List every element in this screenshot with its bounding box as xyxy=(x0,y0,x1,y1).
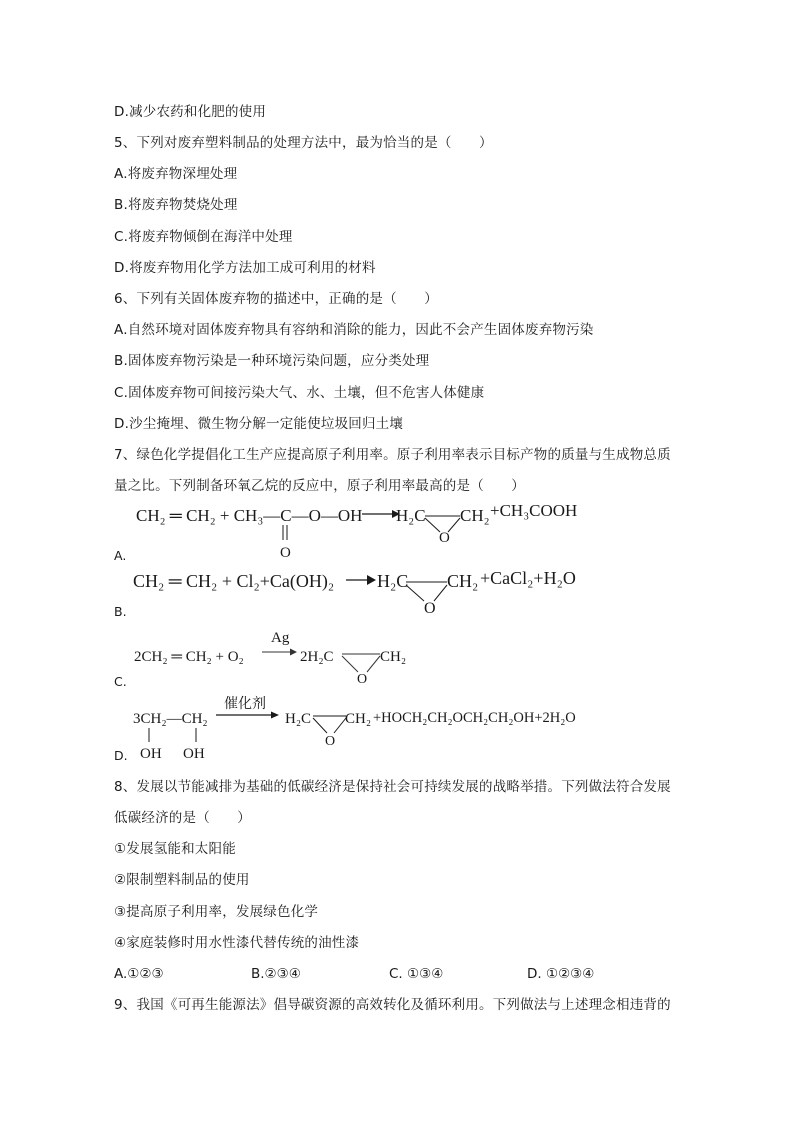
q5-option-b: B.将废弃物焚烧处理 xyxy=(114,197,238,213)
epoxide-right: CH₂ xyxy=(447,571,479,591)
q8-item-1: ①发展氢能和太阳能 xyxy=(114,841,236,857)
q8-stem-line1: 8、发展以节能减排为基础的低碳经济是保持社会可持续发展的战略举措。下列做法符合发展 xyxy=(114,779,671,795)
q8-choice-c: C. ①③④ xyxy=(389,966,444,982)
q6-option-b: B.固体废弃物污染是一种环境污染问题，应分类处理 xyxy=(114,353,430,369)
reactants-text: CH₂ ═ CH₂ + CH₃—C—O—OH xyxy=(136,506,363,525)
option-label: B. xyxy=(114,604,127,619)
epoxide-oxygen: O xyxy=(357,672,368,687)
q6-stem: 6、下列有关固体废弃物的描述中，正确的是（ ） xyxy=(114,291,438,307)
epoxide-oxygen: O xyxy=(424,600,436,617)
q7-stem-line2: 量之比。下列制备环氧乙烷的反应中，原子利用率最高的是（ ） xyxy=(114,478,525,494)
epoxide-left: H₂C xyxy=(285,711,312,727)
q8-item-3: ③提高原子利用率，发展绿色化学 xyxy=(114,904,319,920)
option-label: D. xyxy=(114,748,128,763)
q4-option-d: D.减少农药和化肥的使用 xyxy=(114,104,267,120)
epoxide-right: CH₂ xyxy=(345,711,372,727)
option-label: C. xyxy=(114,674,127,689)
ring-bond xyxy=(313,718,327,733)
condition-text: 催化剂 xyxy=(224,697,266,712)
q8-item-2: ②限制塑料制品的使用 xyxy=(114,872,250,888)
condition-text: Ag xyxy=(271,630,290,646)
epoxide-left: H₂C xyxy=(396,506,426,525)
q5-option-d: D.将废弃物用化学方法加工成可利用的材料 xyxy=(114,260,376,276)
q6-option-d: D.沙尘掩埋、微生物分解一定能使垃圾回归土壤 xyxy=(114,416,404,432)
option-label: A. xyxy=(114,548,127,563)
epoxide-left: 2H₂C xyxy=(300,649,334,665)
q6-option-a: A.自然环境对固体废弃物具有容纳和消除的能力，因此不会产生固体废弃物污染 xyxy=(114,322,594,338)
q8-choice-a: A.①②③ xyxy=(114,966,164,982)
q5-option-a: A.将废弃物深埋处理 xyxy=(114,166,238,182)
q8-stem-line2: 低碳经济的是（ ） xyxy=(114,810,251,826)
hydroxyl-right: OH xyxy=(183,746,205,762)
hydroxyl-left: OH xyxy=(140,746,162,762)
byproducts-text: +CaCl₂+H₂O xyxy=(480,568,576,588)
q9-stem: 9、我国《可再生能源法》倡导碳资源的高效转化及循环利用。下列做法与上述理念相违背的 xyxy=(114,997,671,1013)
q6-option-c: C.固体废弃物可间接污染大气、水、土壤，但不危害人体健康 xyxy=(114,385,485,401)
carbonyl-oxygen: O xyxy=(280,545,291,561)
reactants-text: 3CH₂—CH₂ xyxy=(133,711,208,727)
epoxide-left: H₂C xyxy=(377,571,409,591)
q5-option-c: C.将废弃物倾倒在海洋中处理 xyxy=(114,229,293,245)
q7-stem-line1: 7、绿色化学提倡化工生产应提高原子利用率。原子利用率表示目标产物的质量与生成物总质 xyxy=(114,447,671,463)
epoxide-right: CH₂ xyxy=(460,506,490,525)
byproducts-text: +HOCH₂CH₂OCH₂CH₂OH+2H₂O xyxy=(373,710,576,726)
epoxide-right: CH₂ xyxy=(380,649,407,665)
byproducts-text: +CH₃COOH xyxy=(490,501,578,520)
reactants-text: CH₂ ═ CH₂ + Cl₂+Ca(OH)₂ xyxy=(133,571,335,591)
epoxide-oxygen: O xyxy=(325,734,336,749)
q8-item-4: ④家庭装修时用水性漆代替传统的油性漆 xyxy=(114,935,360,951)
q8-choice-b: B.②③④ xyxy=(251,966,301,982)
q5-stem: 5、下列对废弃塑料制品的处理方法中，最为恰当的是（ ） xyxy=(114,135,493,151)
q8-choice-d: D. ①②③④ xyxy=(527,966,595,982)
reactants-text: 2CH₂ ═ CH₂ + O₂ xyxy=(134,649,244,665)
arrow-head xyxy=(271,712,279,719)
epoxide-oxygen: O xyxy=(439,530,450,546)
